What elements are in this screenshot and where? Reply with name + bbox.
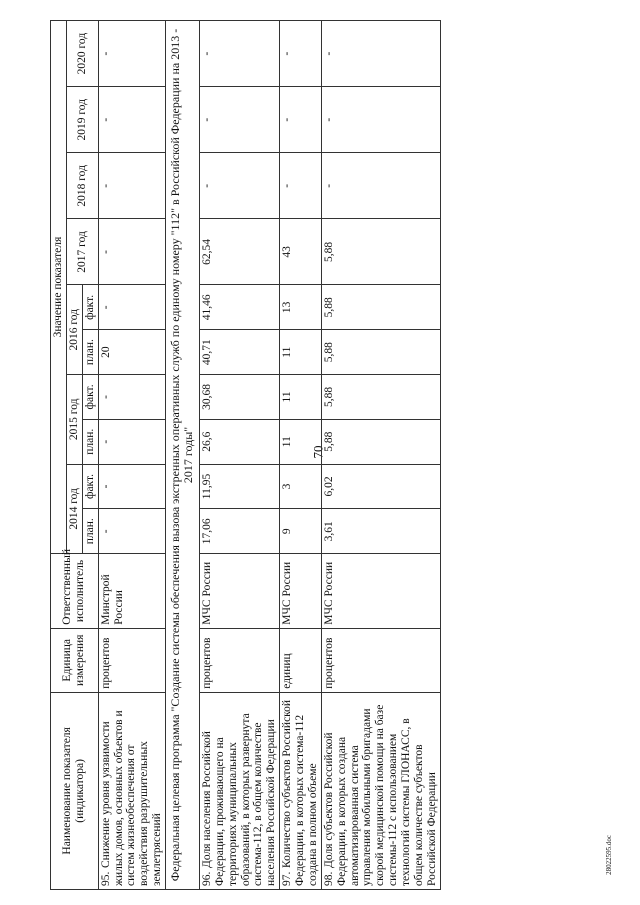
indicator-text: Доля субъектов Российской Федерации, в которых создана автоматизированная система управления мобильными бригадами скорой медицинской помощи на базе системы-112 с использованием технологий системы ГЛОНАСС, в общем количестве субъектов Российской Федерации — [322, 704, 438, 886]
indicator-name — [280, 692, 322, 889]
responsible-cell: МЧС России — [321, 554, 440, 629]
row-number: 97. — [281, 871, 294, 886]
value-cell: 9 — [280, 509, 322, 554]
value-cell: - — [280, 21, 322, 87]
value-cell: - — [321, 21, 440, 87]
value-cell: - — [98, 285, 165, 330]
value-cell: 11 — [280, 375, 322, 420]
value-cell: 3,61 — [321, 509, 440, 554]
row-number: 95. — [99, 871, 112, 886]
value-cell: 43 — [280, 219, 322, 285]
value-cell: - — [199, 21, 279, 87]
page-number: 70 — [310, 445, 326, 459]
value-cell: - — [98, 464, 165, 509]
unit-cell: процентов — [321, 628, 440, 692]
header-2015: 2015 год — [66, 375, 82, 465]
table-row — [321, 21, 440, 890]
header-name: Наименование показателя (индикатора) — [51, 692, 99, 889]
value-cell: 5,88 — [321, 285, 440, 330]
table-row — [280, 21, 322, 890]
document-id: 28022595.doc — [604, 835, 613, 875]
header-unit: Единица измерения — [51, 628, 99, 692]
value-cell: 5,88 — [321, 330, 440, 375]
rotated-table-container — [50, 20, 590, 890]
header-2019: 2019 год — [66, 87, 98, 153]
responsible-cell: МЧС России — [199, 554, 279, 629]
row-number: 96. — [200, 871, 213, 886]
value-cell: - — [98, 375, 165, 420]
value-cell: 11 — [280, 419, 322, 464]
indicator-text: Доля населения Российской Федерации, проживающего на территориях муниципальных образований, в которых развернута система-112, в общем количестве населения Российской Федерации — [200, 713, 278, 886]
indicator-name — [98, 692, 165, 889]
responsible-cell: Минстрой России — [98, 554, 165, 629]
value-cell: - — [199, 153, 279, 219]
value-cell: 26,6 — [199, 419, 279, 464]
table-row — [98, 21, 165, 890]
value-cell: 13 — [280, 285, 322, 330]
value-cell: 5,88 — [321, 219, 440, 285]
header-2018: 2018 год — [66, 153, 98, 219]
unit-cell: процентов — [98, 628, 165, 692]
value-cell: 5,88 — [321, 375, 440, 420]
header-responsible: Ответственный исполнитель — [51, 554, 99, 629]
value-cell: - — [321, 87, 440, 153]
row-number: 98. — [322, 871, 335, 886]
header-2020: 2020 год — [66, 21, 98, 87]
header-plan: план. — [82, 509, 98, 554]
header-plan: план. — [82, 419, 98, 464]
header-2014: 2014 год — [66, 464, 82, 554]
value-cell: 20 — [98, 330, 165, 375]
header-2017: 2017 год — [66, 219, 98, 285]
value-cell: - — [280, 87, 322, 153]
indicator-text: Снижение уровня уязвимости жилых домов, основных объектов и систем жизнеобеспечения от воздействия разрушительных землетрясений — [99, 710, 164, 886]
value-cell: - — [98, 153, 165, 219]
value-cell: 17,06 — [199, 509, 279, 554]
unit-cell: единиц — [280, 628, 322, 692]
value-cell: - — [98, 219, 165, 285]
value-cell: - — [321, 153, 440, 219]
responsible-cell: МЧС России — [280, 554, 322, 629]
value-cell: 5,88 — [321, 419, 440, 464]
program-row — [166, 21, 200, 890]
value-cell: 11 — [280, 330, 322, 375]
table-row — [199, 21, 279, 890]
value-cell: - — [98, 419, 165, 464]
unit-cell: процентов — [199, 628, 279, 692]
indicators-table — [50, 20, 441, 890]
value-cell: - — [199, 87, 279, 153]
header-2016: 2016 год — [66, 285, 82, 375]
header-plan: план. — [82, 330, 98, 375]
value-cell: 3 — [280, 464, 322, 509]
value-cell: 11,95 — [199, 464, 279, 509]
indicator-name — [321, 692, 440, 889]
value-cell: 6,02 — [321, 464, 440, 509]
value-cell: 30,68 — [199, 375, 279, 420]
program-title: Федеральная целевая программа "Создание системы обеспечения вызова экстренных оперативных служб по единому номеру "112" в Российской Федерации на 2013 - 2017 годы" — [166, 21, 200, 890]
header-value: Значение показателя — [51, 21, 67, 554]
value-cell: - — [98, 509, 165, 554]
header-fact: факт. — [82, 464, 98, 509]
value-cell: - — [98, 87, 165, 153]
value-cell: - — [280, 153, 322, 219]
indicator-text: Количество субъектов Российской Федерации, в которых система-112 создана в полном объеме — [281, 699, 319, 886]
header-fact: факт. — [82, 285, 98, 330]
value-cell: 41,46 — [199, 285, 279, 330]
value-cell: - — [98, 21, 165, 87]
header-fact: факт. — [82, 375, 98, 420]
indicator-name — [199, 692, 279, 889]
value-cell: 62,54 — [199, 219, 279, 285]
value-cell: 40,71 — [199, 330, 279, 375]
